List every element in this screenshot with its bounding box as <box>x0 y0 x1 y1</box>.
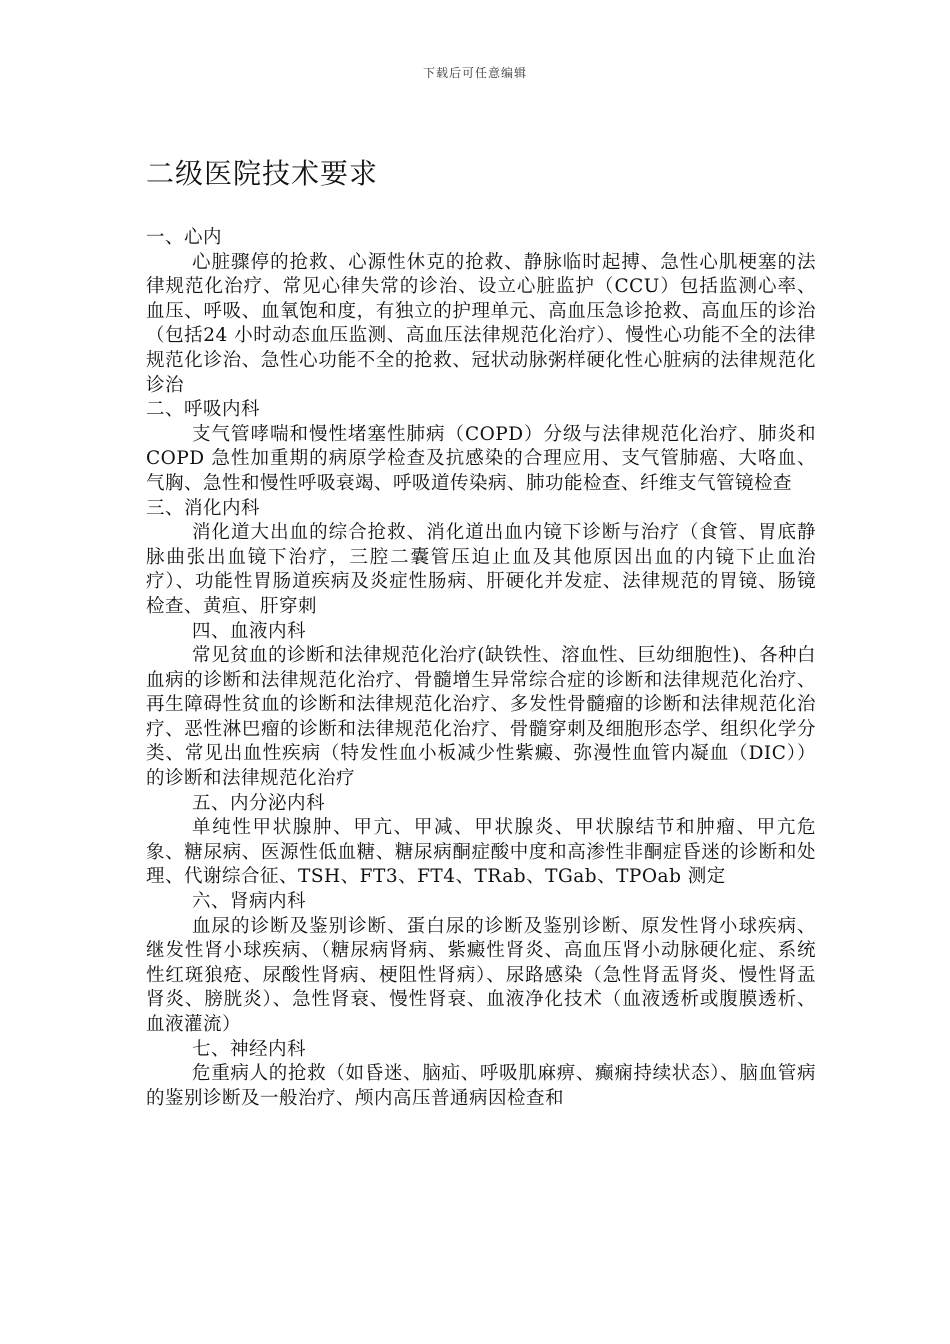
section-heading: 六、肾病内科 <box>192 891 307 913</box>
section-gastroenterology <box>146 497 816 620</box>
section-hematology <box>146 620 816 792</box>
section-paragraph: 消化道大出血的综合抢救、消化道出血内镜下诊断与治疗（食管、胃底静脉曲张出血镜下治疗，三腔二囊管压迫止血及其他原因出血的内镜下止血治疗）、功能性胃肠道疾病及炎症性肠病、肝硬化并发症、法律规范的胃镜、肠镜检查、黄疸、肝穿刺 <box>146 522 816 617</box>
document-title: 二级医院技术要求 <box>146 157 379 190</box>
section-heading: 二、呼吸内科 <box>146 399 261 421</box>
section-neurology <box>146 1038 816 1112</box>
section-paragraph: 血尿的诊断及鉴别诊断、蛋白尿的诊断及鉴别诊断、原发性肾小球疾病、继发性肾小球疾病、（糖尿病肾病、紫癜性肾炎、高血压肾小动脉硬化症、系统性红斑狼疮、尿酸性肾病、梗阻性肾病）、尿路感染（急性肾盂肾炎、慢性肾盂肾炎、膀胱炎）、急性肾衰、慢性肾衰、血液净化技术（血液透析或腹膜透析、血液灌流） <box>146 915 816 1035</box>
section-paragraph: 常见贫血的诊断和法律规范化治疗(缺铁性、溶血性、巨幼细胞性)、各种白血病的诊断和法律规范化治疗、骨髓增生异常综合症的诊断和法律规范化治疗、再生障碍性贫血的诊断和法律规范化治疗、多发性骨髓瘤的诊断和法律规范化治疗、恶性淋巴瘤的诊断和法律规范化治疗、骨髓穿刺及细胞形态学、组织化学分类、常见出血性疾病（特发性血小板减少性紫癜、弥漫性血管内凝血（DIC））的诊断和法律规范化治疗 <box>146 645 816 790</box>
section-paragraph: 支气管哮喘和慢性堵塞性肺病（COPD）分级与法律规范化治疗、肺炎和COPD 急性加重期的病原学检查及抗感染的合理应用、支气管肺癌、大咯血、气胸、急性和慢性呼吸衰竭、呼吸道传染病、肺功能检查、纤维支气管镜检查 <box>146 423 816 494</box>
page-header: 下载后可任意编辑 <box>422 66 527 80</box>
section-endocrinology <box>146 792 816 890</box>
section-paragraph: 危重病人的抢救（如昏迷、脑疝、呼吸肌麻痹、癫痫持续状态）、脑血管病的鉴别诊断及一般治疗、颅内高压普通病因检查和 <box>146 1063 816 1109</box>
document-body <box>146 226 816 1111</box>
section-cardiology <box>146 226 816 398</box>
section-paragraph: 心脏骤停的抢救、心源性休克的抢救、静脉临时起搏、急性心肌梗塞的法律规范化治疗、常见心律失常的诊治、设立心脏监护（CCU）包括监测心率、血压、呼吸、血氧饱和度，有独立的护理单元、高血压急诊抢救、高血压的诊治（包括24 小时动态血压监测、高血压法律规范化治疗）、慢性心功能不全的法律规范化诊治、急性心功能不全的抢救、冠状动脉粥样硬化性心脏病的法律规范化诊治 <box>146 251 816 396</box>
section-heading: 一、心内 <box>146 227 223 248</box>
section-paragraph: 单纯性甲状腺肿、甲亢、甲减、甲状腺炎、甲状腺结节和肿瘤、甲亢危象、糖尿病、医源性低血糖、糖尿病酮症酸中度和高渗性非酮症昏迷的诊断和处理、代谢综合征、TSH、FT3、FT4、TRab、TGab、TPOab 测定 <box>146 817 816 888</box>
section-respiratory <box>146 398 816 496</box>
section-heading: 五、内分泌内科 <box>192 792 326 814</box>
section-heading: 三、消化内科 <box>146 497 261 519</box>
section-heading: 四、血液内科 <box>192 620 307 642</box>
section-nephrology <box>146 890 816 1038</box>
section-heading: 七、神经内科 <box>192 1038 307 1060</box>
